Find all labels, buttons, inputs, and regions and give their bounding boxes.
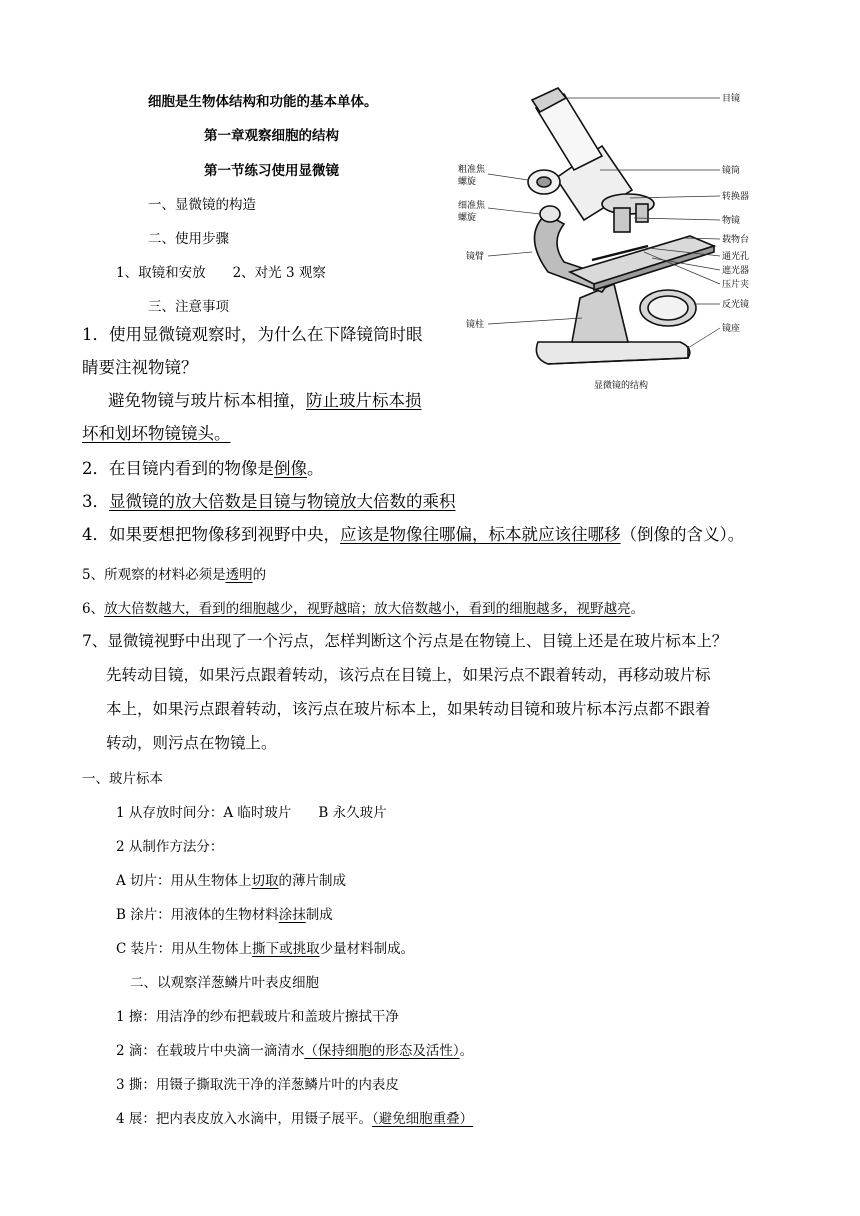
onion-step-4-underlined: （避免细胞重叠）	[371, 1111, 474, 1127]
onion-step-4-plain: 4 展：把内表皮放入水滴中，用镊子展平。	[116, 1111, 372, 1127]
slides-section-end: 的薄片制成	[278, 873, 347, 889]
outline-item-usage: 二、使用步骤	[148, 231, 229, 247]
note-3	[82, 488, 456, 512]
slides-mount-plain: C 装片：用从生物体上	[116, 941, 253, 957]
answer-1-line-1	[108, 387, 422, 411]
note-4	[82, 521, 744, 545]
note-4-underlined: 应该是物像往哪偏，标本就应该往哪移	[340, 525, 621, 544]
note-5-underlined: 透明	[225, 567, 253, 583]
label-nosepiece: 转换器	[722, 192, 750, 202]
answer-7-line-3: 转动，则污点在物镜上。	[106, 734, 277, 752]
note-3-underlined: 显微镜的放大倍数是目镜与物镜放大倍数的乘积	[109, 492, 456, 511]
note-6-end: 。	[630, 601, 645, 617]
onion-step-2-underlined: （保持细胞的形态及活性）	[304, 1043, 460, 1059]
note-5-end: 的	[252, 567, 267, 583]
onion-step-2	[116, 1039, 473, 1059]
chapter-title: 第一章观察细胞的结构	[204, 128, 339, 144]
slides-smear-type	[116, 903, 333, 923]
slides-heading: 一、玻片标本	[82, 771, 163, 787]
answer-1-plain: 避免物镜与玻片标本相撞，	[108, 391, 306, 410]
onion-step-4	[116, 1107, 473, 1127]
label-diaphragm: 遮光器	[722, 266, 750, 276]
onion-step-3: 3 撕：用镊子撕取洗干净的洋葱鳞片叶的内表皮	[116, 1077, 399, 1093]
note-6	[82, 597, 644, 617]
note-5-plain: 5、所观察的材料必须是	[82, 567, 226, 583]
slides-smear-end: 制成	[305, 907, 333, 923]
onion-step-2-plain: 2 滴：在载玻片中央滴一滴清水	[116, 1043, 305, 1059]
note-6-plain: 6、	[82, 601, 105, 617]
label-coarse-focus-1: 粗准焦	[458, 165, 486, 175]
label-fine-focus-2: 螺旋	[458, 213, 477, 223]
note-6-underlined: 放大倍数越大，看到的细胞越少，视野越暗；放大倍数越小，看到的细胞越多，视野越亮	[104, 601, 631, 617]
note-2-end: 。	[307, 459, 324, 478]
question-1-line-1: 1．使用显微镜观察时，为什么在下降镜筒时眼	[82, 325, 423, 344]
lead-sentence: 细胞是生物体结构和功能的基本单体。	[148, 94, 378, 110]
outline-usage-steps: 1、取镜和安放 2、对光 3 观察	[116, 265, 326, 281]
slides-section-underlined: 切取	[251, 873, 279, 889]
label-stage: 载物台	[722, 235, 750, 245]
slides-mount-end: 少量材料制成。	[319, 941, 415, 957]
slides-smear-plain: B 涂片：用液体的生物材料	[116, 907, 279, 923]
note-3-plain: 3．	[82, 492, 109, 511]
onion-heading: 二、以观察洋葱鳞片叶表皮细胞	[130, 975, 319, 991]
slides-by-method: 2 从制作方法分：	[116, 839, 224, 855]
note-4-end: （倒像的含义）。	[620, 525, 745, 544]
outline-item-structure: 一、显微镜的构造	[148, 197, 256, 213]
outline-item-cautions: 三、注意事项	[148, 299, 229, 315]
question-1-line-2: 睛要注视物镜？	[82, 358, 198, 377]
answer-1-line-2	[82, 420, 231, 444]
label-objective: 物镜	[722, 216, 741, 226]
answer-7-line-2: 本上，如果污点跟着转动，该污点在玻片标本上，如果转动目镜和玻片标本污点都不跟着	[106, 700, 711, 718]
label-pillar: 镜柱	[466, 320, 485, 330]
slides-section-type	[116, 869, 346, 889]
slides-mount-type	[116, 937, 414, 957]
label-coarse-focus-2: 螺旋	[458, 177, 477, 187]
label-base: 镜座	[722, 324, 741, 334]
answer-1-underlined: 防止玻片标本损	[306, 391, 422, 410]
slides-smear-underlined: 涂抹	[278, 907, 306, 923]
note-2-underlined: 倒像	[274, 459, 307, 478]
note-5	[82, 563, 266, 583]
answer-7-line-1: 先转动目镜，如果污点跟着转动，该污点在目镜上，如果污点不跟着转动，再移动玻片标	[106, 666, 711, 684]
slides-by-storage: 1 从存放时间分：A 临时玻片 B 永久玻片	[116, 805, 387, 821]
figure-caption: 显微镜的结构	[594, 381, 649, 391]
label-tube: 镜筒	[722, 166, 741, 176]
section-title: 第一节练习使用显微镜	[204, 163, 339, 179]
microscope-drawing	[528, 88, 714, 364]
microscope-diagram	[452, 86, 772, 396]
note-2	[82, 455, 324, 479]
label-mirror: 反光镜	[722, 300, 750, 310]
label-arm: 镜臂	[466, 252, 485, 262]
slides-mount-underlined: 撕下或挑取	[252, 941, 320, 957]
label-eyepiece: 目镜	[722, 94, 741, 104]
answer-1-underlined-2: 坏和划坏物镜镜头。	[82, 424, 231, 443]
note-2-plain: 2．在目镜内看到的物像是	[82, 459, 274, 478]
slides-section-plain: A 切片：用从生物体上	[116, 873, 252, 889]
onion-step-2-end: 。	[459, 1043, 474, 1059]
label-clip: 压片夹	[722, 280, 750, 290]
onion-step-1: 1 擦：用洁净的纱布把载玻片和盖玻片擦拭干净	[116, 1009, 399, 1025]
note-4-plain: 4．如果要想把物像移到视野中央，	[82, 525, 340, 544]
label-aperture: 通光孔	[722, 252, 750, 262]
question-7: 7、显微镜视野中出现了一个污点，怎样判断这个污点是在物镜上、目镜上还是在玻片标本上？	[82, 632, 728, 650]
label-fine-focus-1: 细准焦	[458, 201, 486, 211]
